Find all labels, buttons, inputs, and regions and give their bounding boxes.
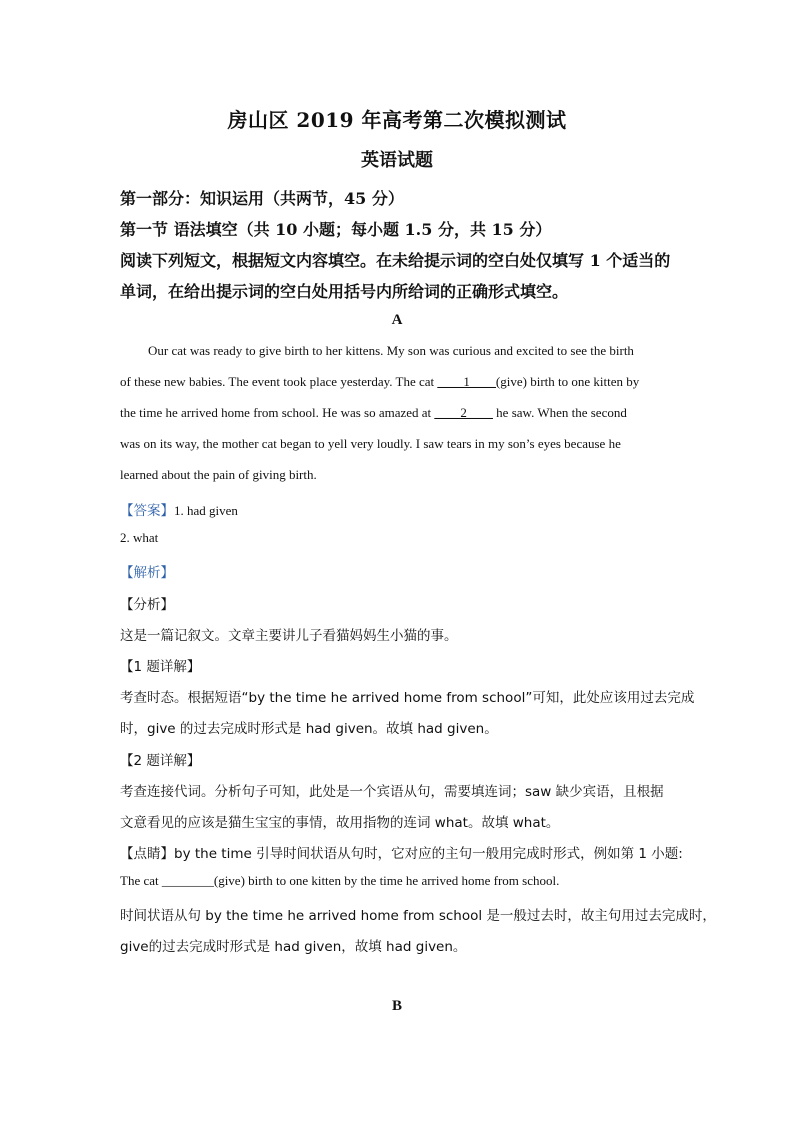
fenxi-text: 这是一篇记叙文。文章主要讲儿子看猫妈妈生小猫的事。 xyxy=(120,628,458,644)
passage-text: (give) birth to one kitten by xyxy=(495,374,640,389)
q1-label: 【1 题详解】 xyxy=(120,659,201,675)
q1-line-2: 时，give 的过去完成时形式是 had given。故填 had given。 xyxy=(120,721,498,737)
answer-2: 2. what xyxy=(120,530,159,545)
passage-text: he saw. When the second xyxy=(492,405,627,420)
analysis-label: 【解析】 xyxy=(120,565,174,581)
passage-line xyxy=(148,343,634,359)
fenxi-label: 【分析】 xyxy=(120,597,174,613)
passage-text: of these new babies. The event took place yesterday. The cat xyxy=(120,374,438,389)
dianjing-line xyxy=(120,842,683,862)
blank-2: ____2____ xyxy=(434,405,493,420)
passage-line xyxy=(120,374,639,390)
passage-line xyxy=(120,436,621,452)
dianjing-line-3: 时间状语从句 by the time he arrived home from school 是一般过去时，故主句用过去完成时， xyxy=(120,908,716,924)
dianjing-line-4: give的过去完成时形式是 had given，故填 had given。 xyxy=(120,939,467,955)
passage-text: Our cat was ready to give birth to her kittens. My son was curious and excited to see the birth xyxy=(148,343,634,358)
instructions-line-1: 阅读下列短文，根据短文内容填空。在未给提示词的空白处仅填写 1 个适当的 xyxy=(120,251,671,270)
part-heading: 第一部分：知识运用（共两节，45 分） xyxy=(120,189,404,208)
passage-a-label: A xyxy=(391,312,403,328)
answer-label: 【答案】 xyxy=(120,503,174,519)
passage-text: the time he arrived home from school. He was so amazed at xyxy=(120,405,435,420)
passage-text: was on its way, the mother cat began to yell very loudly. I saw tears in my son’s eyes because he xyxy=(120,436,621,451)
q2-line-1: 考查连接代词。分析句子可知，此处是一个宾语从句，需要填连词；saw 缺少宾语，且根据 xyxy=(120,784,664,800)
exam-subtitle: 英语试题 xyxy=(361,150,433,171)
dianjing-label: 【点睛】 xyxy=(120,846,174,862)
answer-1: 1. had given xyxy=(174,503,238,518)
answer-line xyxy=(120,499,238,519)
passage-line xyxy=(120,405,627,421)
dianjing-text: by the time 引导时间状语从句时，它对应的主句一般用完成时形式，例如第 1 小题: xyxy=(174,846,683,862)
q2-label: 【2 题详解】 xyxy=(120,753,201,769)
blank-1: ____1____ xyxy=(437,374,496,389)
section-heading: 第一节 语法填空（共 10 小题；每小题 1.5 分，共 15 分） xyxy=(120,220,552,239)
q1-line-1: 考查时态。根据短语“by the time he arrived home from school”可知，此处应该用过去完成 xyxy=(120,690,695,706)
instructions-line-2: 单词，在给出提示词的空白处用括号内所给词的正确形式填空。 xyxy=(120,282,569,301)
passage-line xyxy=(120,467,317,483)
passage-text: learned about the pain of giving birth. xyxy=(120,467,317,482)
q2-line-2: 文意看见的应该是猫生宝宝的事情，故用指物的连词 what。故填 what。 xyxy=(120,815,560,831)
exam-title: 房山区 2019 年高考第二次模拟测试 xyxy=(227,108,567,132)
dianjing-example: The cat ________(give) birth to one kitten by the time he arrived home from school. xyxy=(120,873,560,888)
passage-b-label: B xyxy=(391,998,402,1014)
